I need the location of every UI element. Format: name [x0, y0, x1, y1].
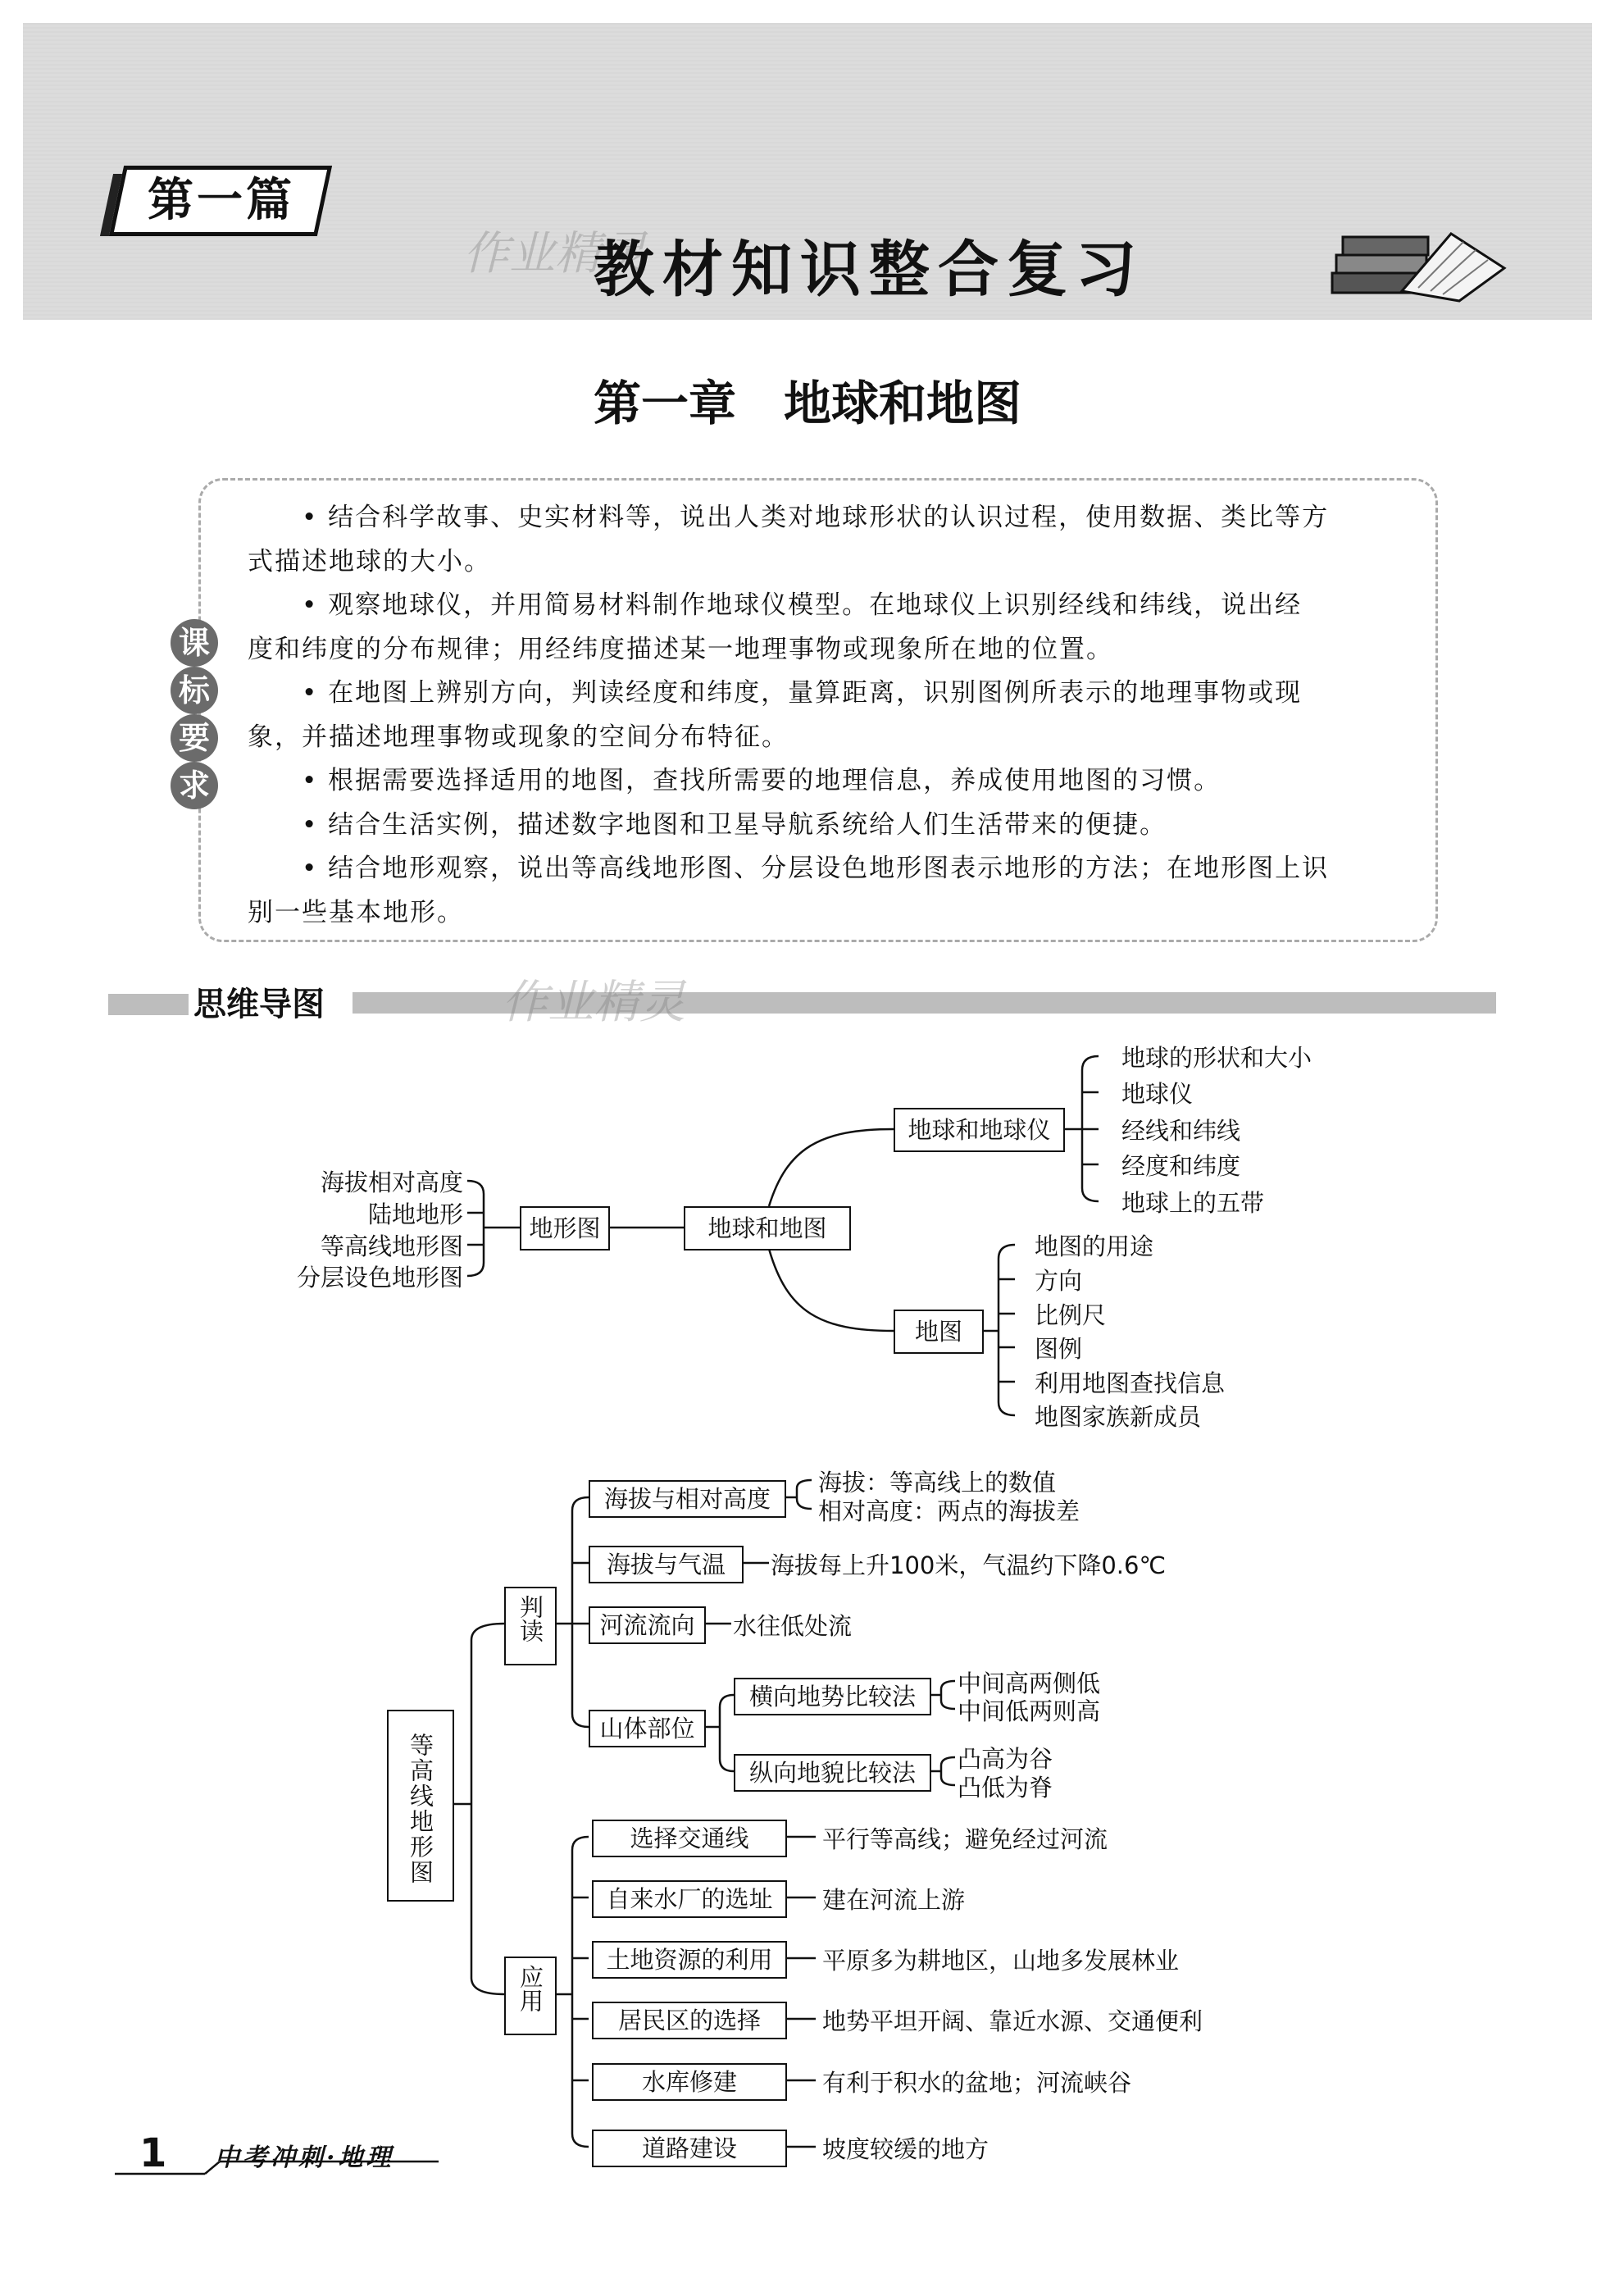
map2-river-node: 河流流向 — [589, 1606, 706, 1644]
map2-river-note: 水往低处流 — [733, 1612, 853, 1640]
map2-apply-item: 道路建设 — [592, 2130, 787, 2167]
map1-terrain-item: 陆地地形 — [367, 1200, 463, 1228]
map1-root: 地球和地图 — [684, 1206, 851, 1250]
map2-apply-note: 平行等高线；避免经过河流 — [822, 1825, 1108, 1853]
map2-altitude-note: 海拔：等高线上的数值 — [818, 1469, 1057, 1496]
map1-map-item: 利用地图查找信息 — [1035, 1369, 1226, 1397]
map1-terrain-item: 等高线地形图 — [320, 1232, 463, 1260]
map1-globe-item: 地球仪 — [1121, 1080, 1194, 1108]
banner-title: 教材知识整合复习 — [594, 235, 1144, 305]
map2-apply-note: 有利于积水的盆地；河流峡谷 — [822, 2069, 1132, 2097]
map2-apply-item: 自来水厂的选址 — [592, 1880, 787, 1918]
map1-globe-item: 经线和纬线 — [1121, 1117, 1241, 1145]
map2-horizontal-note: 中间低两则高 — [958, 1697, 1101, 1725]
map2-apply-label: 应用 — [516, 1965, 544, 2012]
map1-globe-item: 经度和纬度 — [1121, 1152, 1241, 1180]
side-char: 要 — [171, 714, 218, 762]
map2-apply-note: 平原多为耕地区，山地多发展林业 — [822, 1947, 1180, 1975]
map1-map-item: 地图的用途 — [1035, 1232, 1154, 1260]
standards-line: • 结合科学故事、史实材料等，说出人类对地球形状的认识过程，使用数据、类比等方 — [248, 503, 1330, 532]
standards-line: • 根据需要选择适用的地图，查找所需要的地理信息，养成使用地图的习惯。 — [248, 766, 1221, 795]
map1-map-item: 方向 — [1035, 1267, 1083, 1295]
map1-globe-item: 地球的形状和大小 — [1121, 1044, 1312, 1072]
part-label: 第一篇 — [148, 174, 295, 227]
map2-mountain-node: 山体部位 — [589, 1710, 706, 1747]
map2-apply-item: 土地资源的利用 — [592, 1941, 787, 1979]
side-char: 课 — [171, 619, 218, 667]
map2-vertical-note: 凸低为脊 — [958, 1774, 1053, 1802]
page-number: 1 — [139, 2130, 167, 2176]
standards-line: 象，并描述地理事物或现象的空间分布特征。 — [248, 722, 789, 752]
map1-terrain-node: 地形图 — [520, 1206, 610, 1250]
side-char: 标 — [171, 667, 218, 714]
standards-line: • 在地图上辨别方向，判读经度和纬度，量算距离，识别图例所表示的地理事物或现 — [248, 678, 1303, 708]
side-char: 求 — [171, 762, 218, 809]
chapter-title: 第一章 地球和地图 — [593, 376, 1021, 431]
watermark: 作业精灵 — [502, 976, 685, 1029]
map2-temperature-node: 海拔与气温 — [589, 1546, 744, 1583]
footer-text: 中考冲刺·地理 — [215, 2143, 394, 2172]
map2-vertical-note: 凸高为谷 — [958, 1745, 1053, 1773]
map2-apply-item: 居民区的选择 — [592, 2002, 787, 2039]
map2-apply-note: 建在河流上游 — [822, 1886, 966, 1914]
standards-line: 别一些基本地形。 — [248, 897, 464, 927]
map1-globe-node: 地球和地球仪 — [894, 1108, 1065, 1152]
map2-altitude-node: 海拔与相对高度 — [589, 1480, 786, 1518]
standards-line: • 结合生活实例，描述数字地图和卫星导航系统给人们生活带来的便捷。 — [248, 809, 1167, 840]
map1-map-node: 地图 — [894, 1310, 984, 1354]
map2-altitude-note: 相对高度：两点的海拔差 — [818, 1497, 1080, 1525]
map1-map-item: 地图家族新成员 — [1035, 1403, 1202, 1431]
standards-line: • 结合地形观察，说出等高线地形图、分层设色地形图表示地形的方法；在地形图上识 — [248, 854, 1330, 883]
map2-horizontal-note: 中间高两侧低 — [958, 1670, 1101, 1697]
map2-temperature-note: 海拔每上升100米，气温约下降0.6℃ — [771, 1551, 1167, 1579]
watermark: 作业精灵 — [463, 227, 647, 280]
map1-map-item: 比例尺 — [1035, 1301, 1107, 1329]
map2-vertical-node: 纵向地貌比较法 — [734, 1754, 931, 1792]
map1-terrain-item: 海拔相对高度 — [320, 1168, 463, 1196]
map1-map-item: 图例 — [1035, 1335, 1083, 1363]
map2-apply-node — [504, 1957, 557, 2035]
standards-line: 式描述地球的大小。 — [248, 546, 491, 576]
map2-apply-note: 地势平坦开阔、靠近水源、交通便利 — [822, 2007, 1203, 2035]
standards-line: • 观察地球仪，并用简易材料制作地球仪模型。在地球仪上识别经线和纬线，说出经 — [248, 590, 1303, 620]
map2-read-label: 判读 — [516, 1595, 544, 1642]
map1-terrain-item: 分层设色地形图 — [296, 1264, 463, 1292]
map2-apply-item: 水库修建 — [592, 2063, 787, 2101]
standards-line: 度和纬度的分布规律；用经纬度描述某一地理事物或现象所在地的位置。 — [248, 634, 1113, 664]
map2-apply-note: 坡度较缓的地方 — [822, 2135, 989, 2163]
map2-horizontal-node: 横向地势比较法 — [734, 1678, 931, 1715]
section-title: 思维导图 — [193, 986, 325, 1023]
map2-root — [387, 1710, 454, 1902]
map2-read-node — [504, 1587, 557, 1665]
map2-apply-item: 选择交通线 — [592, 1820, 787, 1857]
map1-globe-item: 地球上的五带 — [1121, 1189, 1265, 1217]
map2-root-label: 等高线地形图 — [407, 1733, 434, 1885]
